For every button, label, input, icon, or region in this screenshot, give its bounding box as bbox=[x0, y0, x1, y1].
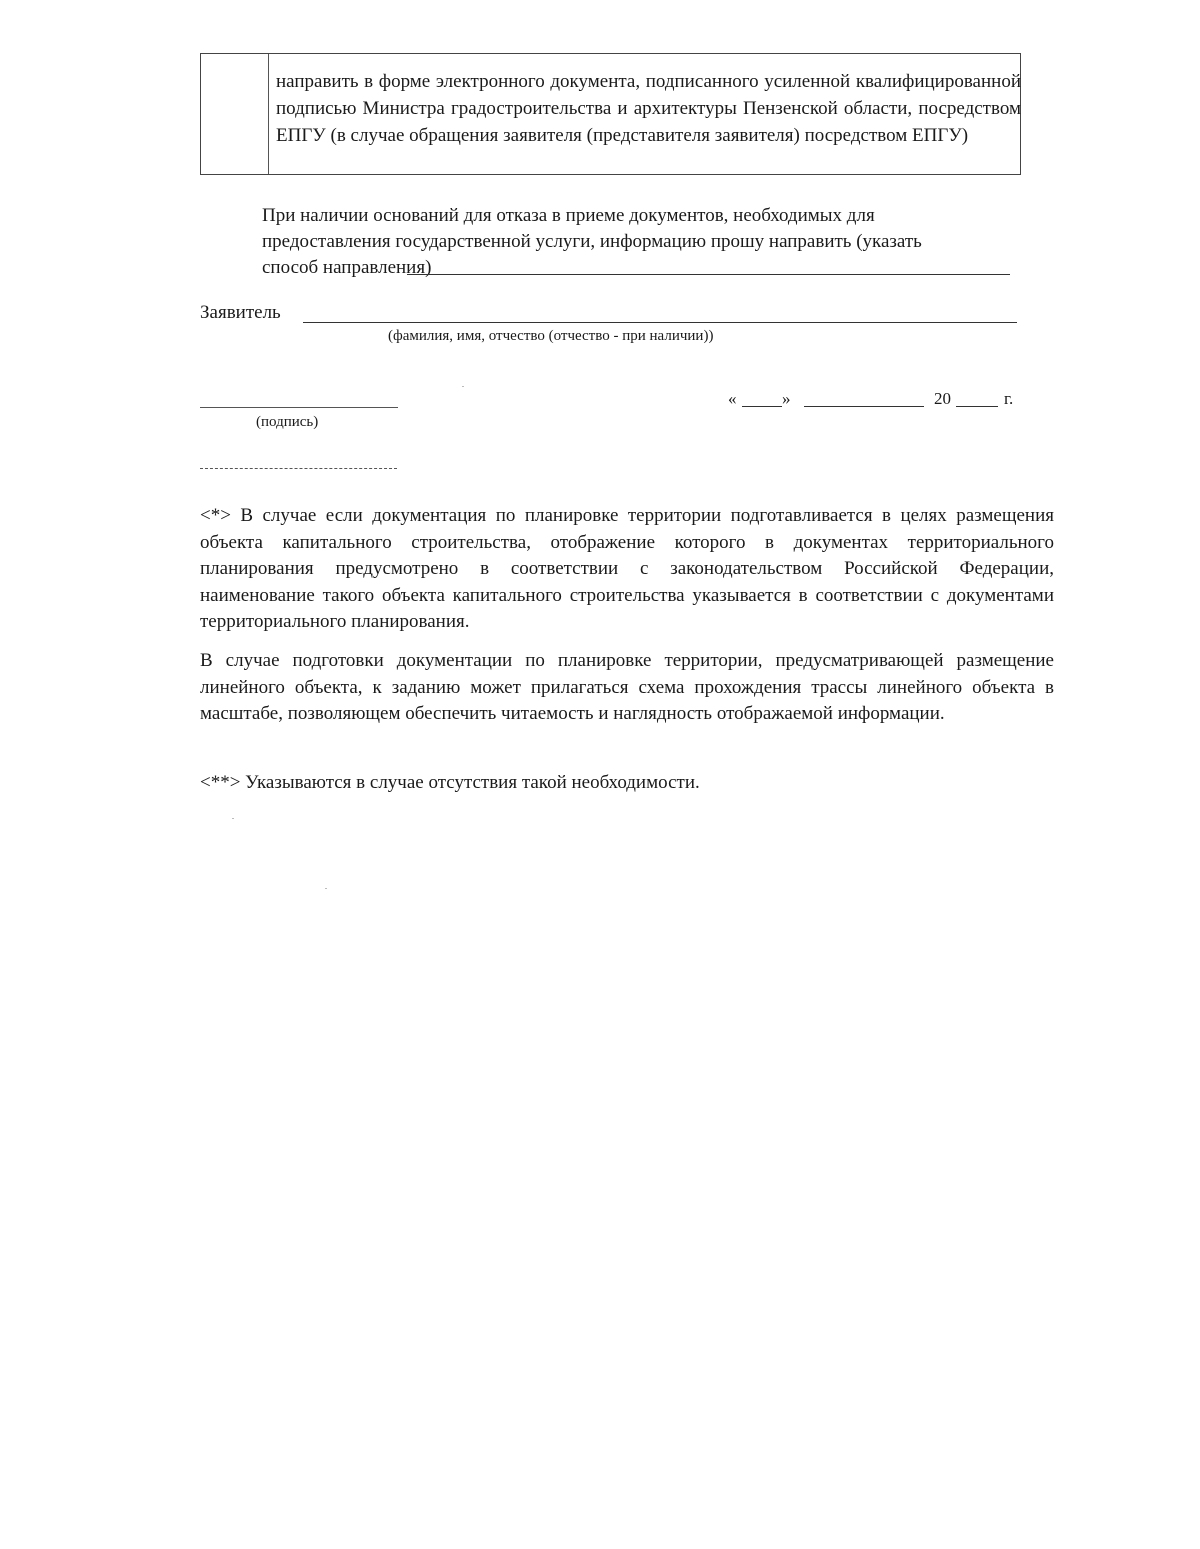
signature-blank-line bbox=[200, 407, 398, 408]
refusal-paragraph bbox=[200, 203, 970, 281]
date-close-quote: » bbox=[782, 389, 791, 408]
scan-speck bbox=[232, 818, 234, 819]
table-text-cell: направить в форме электронного документа, подписанного усиленной квалифицированной подписью Министра градостроительства и архитектуры Пензенской области, посредством ЕПГУ (в случае обращения заявителя (представителя заявителя) посредством ЕПГУ) bbox=[276, 71, 1021, 146]
date-field bbox=[728, 388, 1028, 412]
scan-speck bbox=[325, 888, 327, 889]
refusal-text: При наличии оснований для отказа в приеме документов, необходимых для предоставления государственной услуги, информацию прошу направить (указать способ направления) bbox=[262, 205, 922, 278]
applicant-name-caption: (фамилия, имя, отчество (отчество - при наличии)) bbox=[388, 328, 714, 344]
applicant-name-blank-line bbox=[303, 322, 1017, 323]
date-year-blank-line bbox=[956, 406, 998, 407]
footnote-1: <*> В случае если документация по планировке территории подготавливается в целях размещения объекта капитального строительства, отображение которого в документах территориального планирования предусмотрено в соответствии с законодательством Российской Федерации, наименование такого объекта капитального строительства указывается в соответствии с документами территориального планирования. bbox=[200, 505, 1054, 632]
date-open-quote: « bbox=[728, 389, 737, 408]
footnote-separator bbox=[200, 468, 397, 469]
footnote-2: <**> Указываются в случае отсутствия такой необходимости. bbox=[200, 772, 700, 793]
footnote-1-continuation: В случае подготовки документации по планировке территории, предусматривающей размещение линейного объекта, к заданию может прилагаться схема прохождения трассы линейного объекта в масштабе, позволяющем обеспечить читаемость и наглядность отображаемой информации. bbox=[200, 650, 1054, 724]
table-empty-cell bbox=[201, 54, 269, 174]
date-year-suffix: г. bbox=[1004, 389, 1014, 408]
date-month-blank-line bbox=[804, 406, 924, 407]
delivery-method-table bbox=[200, 53, 1021, 175]
applicant-label: Заявитель bbox=[200, 302, 281, 323]
date-day-blank-line bbox=[742, 406, 782, 407]
refusal-method-blank-line bbox=[407, 274, 1010, 275]
signature-caption: (подпись) bbox=[256, 414, 319, 430]
date-year-prefix: 20 bbox=[934, 389, 951, 408]
scan-speck bbox=[462, 386, 464, 387]
